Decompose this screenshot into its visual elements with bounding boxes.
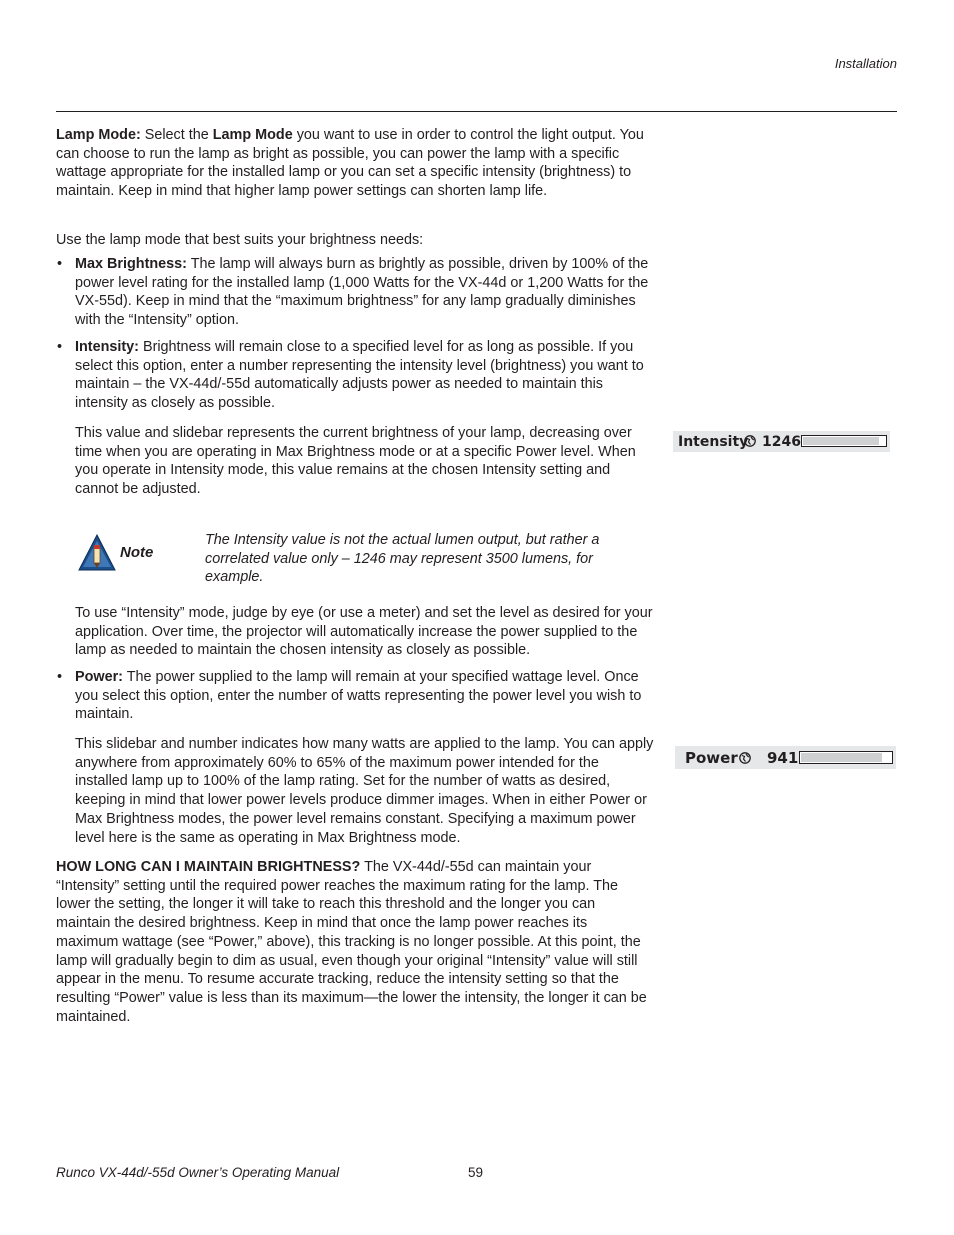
bullet-intensity (57, 338, 657, 413)
intensity-slidebar-fill (803, 437, 879, 445)
running-header: Installation (834, 56, 897, 71)
power-slidebar[interactable] (799, 751, 893, 764)
max-brightness-text (75, 255, 655, 330)
power-menu-widget (675, 746, 896, 769)
intensity-widget-label: Intensity (678, 434, 749, 450)
intensity-slidebar-paragraph: This value and slidebar represents the current brightness of your lamp, decreasing over time when you are operating in Max Brightness mode or at a specific Power level. When you operate in Intensity mode, this value remains at the chosen Intensity setting and cannot be adjusted. (75, 425, 636, 498)
power-widget-value: 941 (767, 749, 799, 767)
bullet-marker: • (57, 256, 63, 272)
intensity-use-paragraph: To use “Intensity” mode, judge by eye (or use a meter) and set the level as desired for your application. Over time, the projector will automatically increase the power supplied to the lamp as needed to maintain the chosen intensity as closely as possible. (75, 605, 653, 659)
brightness-faq-paragraph (56, 858, 651, 1026)
power-body: The power supplied to the lamp will remain at your specified wattage level. Once you select this option, enter the number of watts representing the power level you wish to maintain. (75, 669, 642, 723)
power-slidebar-fill (801, 753, 882, 762)
power-widget-label: Power (685, 749, 738, 767)
intensity-widget-value: 1246 (762, 434, 801, 450)
intensity-slidebar[interactable] (801, 435, 887, 447)
intro-paragraph: Use the lamp mode that best suits your brightness needs: (56, 232, 424, 248)
header-rule (56, 111, 897, 112)
lamp-mode-paragraph (56, 126, 656, 201)
bullet-max-brightness (57, 255, 657, 330)
brightness-faq-body: The VX-44d/-55d can maintain your “Intensity” setting until the required power reaches the maximum rating for the lamp. The lower the setting, the longer it will take to reach this threshold and the longer you can maintain the desired brightness. Keep in mind that once the lamp power reaches its maximum wattage (see “Power,” above), this tracking is no longer possible. At this point, the lamp will gradually begin to dim as usual, even though your original “Intensity” value will still appear in the menu. To resume accurate tracking, reduce the intensity setting so that the resulting “Power” value is less than its maximum—the lower the intensity, the longer it can be maintained. (56, 859, 647, 1025)
lamp-mode-text-1: Select the (140, 127, 213, 143)
power-text (75, 668, 655, 724)
intensity-menu-widget (673, 431, 890, 452)
globe-icon (744, 435, 756, 447)
intensity-body: Brightness will remain close to a specified level for as long as possible. If you select this option, enter a number representing the intensity level (brightness) you want to maintain – the VX-44d/-55d automatically adjusts power as needed to maintain this intensity as closely as possible. (75, 339, 644, 412)
bullet-marker: • (57, 339, 63, 355)
footer-page-number: 59 (468, 1165, 484, 1180)
max-brightness-body: The lamp will always burn as brightly as possible, driven by 100% of the power level rating for the installed lamp (1,000 Watts for the VX-44d or 1,200 Watts for the VX-55d). Keep in mind that the “maximum brightness” for any lamp gradually diminishes with the “Intensity” option. (75, 256, 649, 329)
globe-icon (739, 752, 751, 764)
bullet-marker: • (57, 669, 63, 685)
brightness-faq-heading: HOW LONG CAN I MAINTAIN BRIGHTNESS? (56, 859, 361, 875)
footer-manual-title: Runco VX-44d/-55d Owner’s Operating Manual (56, 1165, 340, 1180)
power-slidebar-paragraph: This slidebar and number indicates how many watts are applied to the lamp. You can apply anywhere from approximately 60% to 65% of the maximum power intended for the installed lamp up to 100% of the lamp rating. Set for the number of watts as desired, keeping in mind that lower power levels produce dimmer images. When in either Power or Max Brightness modes, the power level remains constant. Specifying a maximum power level here is the same as operating in Max Brightness mode. (75, 736, 654, 846)
intensity-label: Intensity: (75, 339, 139, 355)
note-text: The Intensity value is not the actual lumen output, but rather a correlated value only – 1246 may represent 3500 lumens, for example. (205, 532, 600, 586)
max-brightness-label: Max Brightness: (75, 256, 187, 272)
lamp-mode-text-2: you want to use in order to control the light output. You can choose to run the lamp as bright as possible, you can power the lamp with a specific wattage appropriate for the installed lamp or you can set a specific intensity (brightness) to maintain. Keep in mind that higher lamp power settings can shorten lamp life. (56, 127, 644, 200)
lamp-mode-label: Lamp Mode: (56, 127, 141, 143)
power-label: Power: (75, 669, 123, 685)
note-pen-icon (78, 534, 116, 572)
lamp-mode-bold: Lamp Mode (212, 127, 293, 143)
bullet-power (57, 668, 657, 724)
intensity-text (75, 338, 655, 413)
note-label: Note (120, 544, 154, 561)
